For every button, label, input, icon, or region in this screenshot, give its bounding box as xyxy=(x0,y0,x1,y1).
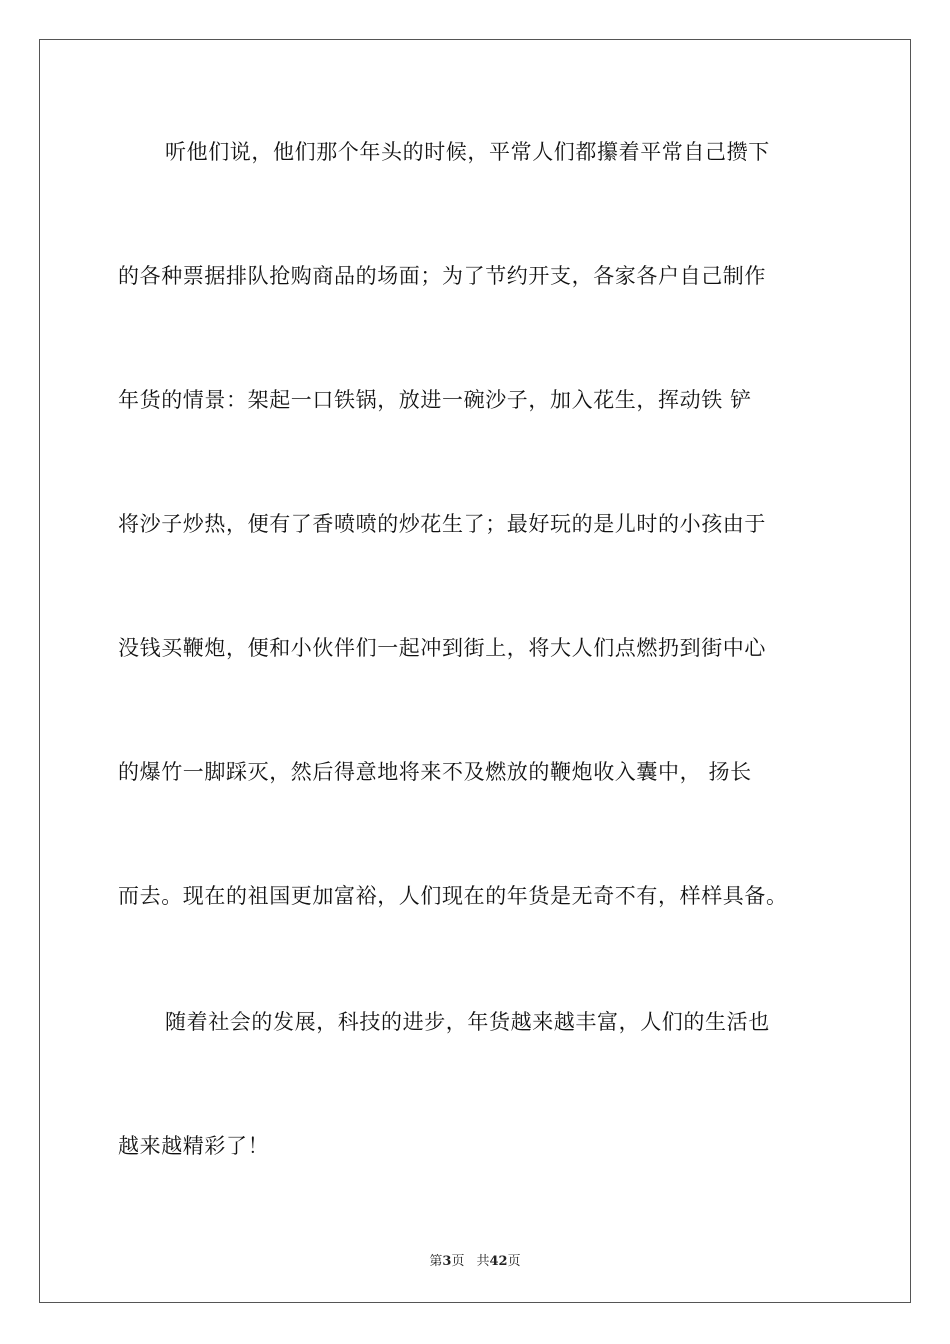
paragraph-line: 没钱买鞭炮，便和小伙伴们一起冲到街上，将大人们点燃扔到街中心 xyxy=(118,636,766,660)
page-prefix: 第 xyxy=(429,1254,443,1269)
total-pages: 42 xyxy=(489,1254,508,1269)
paragraph-line: 的各种票据排队抢购商品的场面；为了节约开支，各家各户自己制作 xyxy=(118,264,766,288)
paragraph-line: 越来越精彩了！ xyxy=(118,1134,270,1158)
total-suffix: 页 xyxy=(507,1254,521,1269)
page-suffix: 页 xyxy=(451,1254,465,1269)
paragraph-line: 将沙子炒热，便有了香喷喷的炒花生了；最好玩的是儿时的小孩由于 xyxy=(118,512,766,536)
total-prefix: 共 xyxy=(476,1254,490,1269)
paragraph-line: 年货的情景：架起一口铁锅，放进一碗沙子，加入花生，挥动铁 铲 xyxy=(118,388,752,412)
paragraph-line: 随着社会的发展，科技的进步，年货越来越丰富，人们的生活也 xyxy=(165,1010,770,1034)
paragraph-line: 而去。现在的祖国更加富裕，人们现在的年货是无奇不有，样样具备。 xyxy=(118,884,788,908)
paragraph-line: 的爆竹一脚踩灭，然后得意地将来不及燃放的鞭炮收入囊中， 扬长 xyxy=(118,760,752,784)
page-footer xyxy=(0,1250,950,1269)
page-number: 3 xyxy=(442,1254,452,1269)
paragraph-line: 听他们说，他们那个年头的时候，平常人们都攥着平常自己攒下 xyxy=(165,140,770,164)
page-border xyxy=(39,39,911,1303)
